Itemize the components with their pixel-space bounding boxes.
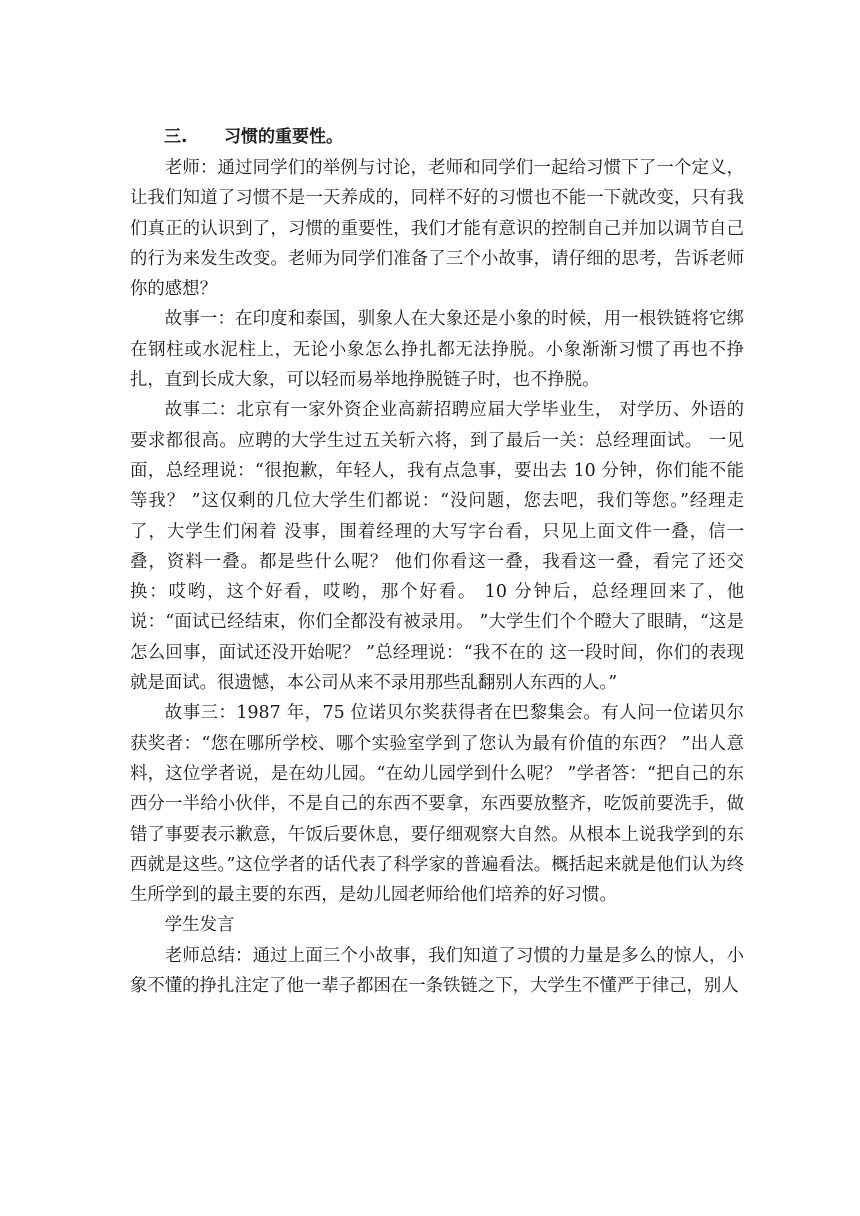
document-page [130, 121, 744, 1001]
paragraph-teacher-summary: 老师总结：通过上面三个小故事，我们知道了习惯的力量是多么的惊人，小象不懂的挣扎注定了他一辈子都困在一条铁链之下，大学生不懂严于律己，别人 [130, 945, 744, 997]
paragraph-teacher-intro: 老师：通过同学们的举例与讨论，老师和同学们一起给习惯下了一个定义，让我们知道了习惯不是一天养成的，同样不好的习惯也不能一下就改变，只有我们真正的认识到了，习惯的重要性，我们才能有意识的控制自己并加以调节自己的行为来发生改变。老师为同学们准备了三个小故事，请仔细的思考，告诉老师你的感想？ [130, 158, 744, 300]
paragraph-student-speech: 学生发言 [164, 915, 235, 936]
paragraph-story-three: 故事三：1987 年，75 位诺贝尔奖获得者在巴黎集会。有人问一位诺贝尔获奖者：“您在哪所学校、哪个实验室学到了您认为最有价值的东西？ ”出人意料，这位学者说，是在幼儿园。“在幼儿园学到什么呢？ ”学者答：“把自己的东西分一半给小伙伴，不是自己的东西不要拿，东西要放整齐，吃饭前要洗手，做错了事要表示歉意，午饭后要休息，要仔细观察大自然。从根本上说我学到的东西就是这些。”这位学者的话代表了科学家的普遍看法。概括起来就是他们认为终生所学到的最主要的东西，是幼儿园老师给他们培养的好习惯。 [130, 703, 744, 906]
paragraph-story-one: 故事一：在印度和泰国，驯象人在大象还是小象的时候，用一根铁链将它绑在钢柱或水泥柱上，无论小象怎么挣扎都无法挣脱。小象渐渐习惯了再也不挣扎，直到长成大象，可以轻而易举地挣脱链子时，也不挣脱。 [130, 309, 744, 391]
paragraph-story-two: 故事二：北京有一家外资企业高薪招聘应届大学毕业生， 对学历、外语的要求都很高。应聘的大学生过五关斩六将，到了最后一关：总经理面试。 一见面，总经理说：“很抱歉，年轻人，我有点急事，要出去 10 分钟，你们能不能等我？ ”这仅剩的几位大学生们都说：“没问题，您去吧，我们等您。”经理走了，大学生们闲着 没事，围着经理的大写字台看，只见上面文件一叠，信一叠，资料一叠。都是些什么呢？ 他们你看这一叠，我看这一叠，看完了还交换：哎哟，这个好看，哎哟，那个好看。 10 分钟后，总经理回来了，他说：“面试已经结束，你们全都没有被录用。 ”大学生们个个瞪大了眼睛，“这是怎么回事，面试还没开始呢？ ”总经理说：“我不在的 这一段时间，你们的表现就是面试。很遗憾，本公司从来不录用那些乱翻别人东西的人。” [130, 400, 744, 694]
section-heading [130, 121, 744, 153]
section-number: 三. [164, 127, 188, 147]
section-title: 习惯的重要性。 [224, 127, 343, 147]
